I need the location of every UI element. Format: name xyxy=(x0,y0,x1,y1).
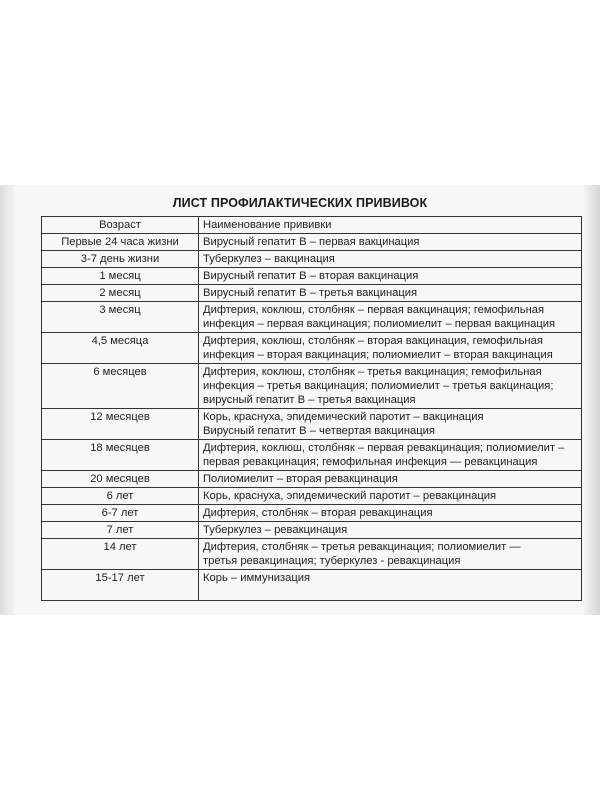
vaccine-cell xyxy=(199,440,582,471)
vaccine-line: Дифтерия, коклюш, столбняк – первая ревакцинация; полиомиелит – xyxy=(203,442,565,454)
age-cell: 3-7 день жизни xyxy=(42,251,199,268)
vaccine-cell xyxy=(199,522,582,539)
table-row xyxy=(42,302,582,333)
vaccination-table xyxy=(41,216,582,601)
vaccine-line: инфекция – первая вакцинация; полиомиелит – первая вакцинация xyxy=(203,318,556,330)
vaccine-cell xyxy=(199,570,582,601)
page-title: ЛИСТ ПРОФИЛАКТИЧЕСКИХ ПРИВИВОК xyxy=(172,196,428,210)
age-cell: 6-7 лет xyxy=(42,505,199,522)
vaccine-cell xyxy=(199,539,582,570)
table-row xyxy=(42,409,582,440)
vaccine-line: Дифтерия, коклюш, столбняк – третья вакцинация; гемофильная xyxy=(203,366,542,378)
vaccine-line: Корь, краснуха, эпидемический паротит – ревакцинация xyxy=(203,490,497,502)
header-age: Возраст xyxy=(42,217,199,234)
table-row xyxy=(42,505,582,522)
vaccine-line: Дифтерия, столбняк – вторая ревакцинация xyxy=(203,507,433,519)
table-row xyxy=(42,570,582,601)
vaccine-line: вирусный гепатит В – третья вакцинация xyxy=(203,394,416,406)
age-cell: 2 месяц xyxy=(42,285,199,302)
age-cell: 18 месяцев xyxy=(42,440,199,471)
age-cell: 6 лет xyxy=(42,488,199,505)
vaccine-line: Полиомиелит – вторая ревакцинация xyxy=(203,473,398,485)
table-row xyxy=(42,471,582,488)
vaccine-cell xyxy=(199,364,582,409)
vaccine-line: Вирусный гепатит В – третья вакцинация xyxy=(203,287,418,299)
age-cell: 7 лет xyxy=(42,522,199,539)
vaccine-cell xyxy=(199,251,582,268)
table-row xyxy=(42,251,582,268)
age-cell: 15-17 лет xyxy=(42,570,199,601)
table-row xyxy=(42,364,582,409)
vaccine-line: Дифтерия, столбняк – третья ревакцинация; полиомиелит — xyxy=(203,541,521,553)
vaccine-line: Вирусный гепатит В – первая вакцинация xyxy=(203,236,420,248)
table-row xyxy=(42,539,582,570)
table-header-row xyxy=(42,217,582,234)
vaccine-cell xyxy=(199,302,582,333)
vaccine-line: Туберкулез – ревакцинация xyxy=(203,524,348,536)
table-row xyxy=(42,522,582,539)
table-row xyxy=(42,234,582,251)
vaccine-cell xyxy=(199,471,582,488)
vaccine-cell xyxy=(199,234,582,251)
table-body xyxy=(42,234,582,601)
vaccine-line: Дифтерия, коклюш, столбняк – первая вакцинация; гемофильная xyxy=(203,304,545,316)
page-edge-left xyxy=(0,185,14,615)
age-cell: 4,5 месяца xyxy=(42,333,199,364)
vaccine-line xyxy=(203,585,577,599)
age-cell: 6 месяцев xyxy=(42,364,199,409)
vaccine-line: Корь, краснуха, эпидемический паротит – вакцинация xyxy=(203,411,484,423)
page-edge-right xyxy=(584,185,600,615)
vaccine-cell xyxy=(199,268,582,285)
age-cell: 1 месяц xyxy=(42,268,199,285)
vaccine-cell xyxy=(199,333,582,364)
vaccine-cell xyxy=(199,409,582,440)
vaccine-line: инфекция – третья вакцинация; полиомиелит – третья вакцинация; xyxy=(203,380,554,392)
age-cell: 20 месяцев xyxy=(42,471,199,488)
vaccine-cell xyxy=(199,285,582,302)
age-cell: 3 месяц xyxy=(42,302,199,333)
table-row xyxy=(42,488,582,505)
table-row xyxy=(42,285,582,302)
vaccine-line: Корь – иммунизация xyxy=(203,572,311,584)
header-vaccine-name: Наименование прививки xyxy=(199,217,582,234)
table-row xyxy=(42,440,582,471)
vaccine-line: Дифтерия, коклюш, столбняк – вторая вакцинация, гемофильная xyxy=(203,335,543,347)
table-row xyxy=(42,268,582,285)
vaccine-line: Вирусный гепатит В – вторая вакцинация xyxy=(203,270,419,282)
age-cell: 12 месяцев xyxy=(42,409,199,440)
age-cell: Первые 24 часа жизни xyxy=(42,234,199,251)
table-row xyxy=(42,333,582,364)
vaccine-line: Туберкулез – вакцинация xyxy=(203,253,335,265)
vaccine-cell xyxy=(199,488,582,505)
vaccine-line: третья ревакцинация; туберкулез - ревакцинация xyxy=(203,555,461,567)
vaccine-line: инфекция – вторая вакцинация; полиомиелит – вторая вакцинация xyxy=(203,349,553,361)
vaccine-cell xyxy=(199,505,582,522)
vaccine-line: Вирусный гепатит В – четвертая вакцинация xyxy=(203,425,435,437)
vaccine-line: первая ревакцинация; гемофильная инфекция — ревакцинация xyxy=(203,456,538,468)
age-cell: 14 лет xyxy=(42,539,199,570)
